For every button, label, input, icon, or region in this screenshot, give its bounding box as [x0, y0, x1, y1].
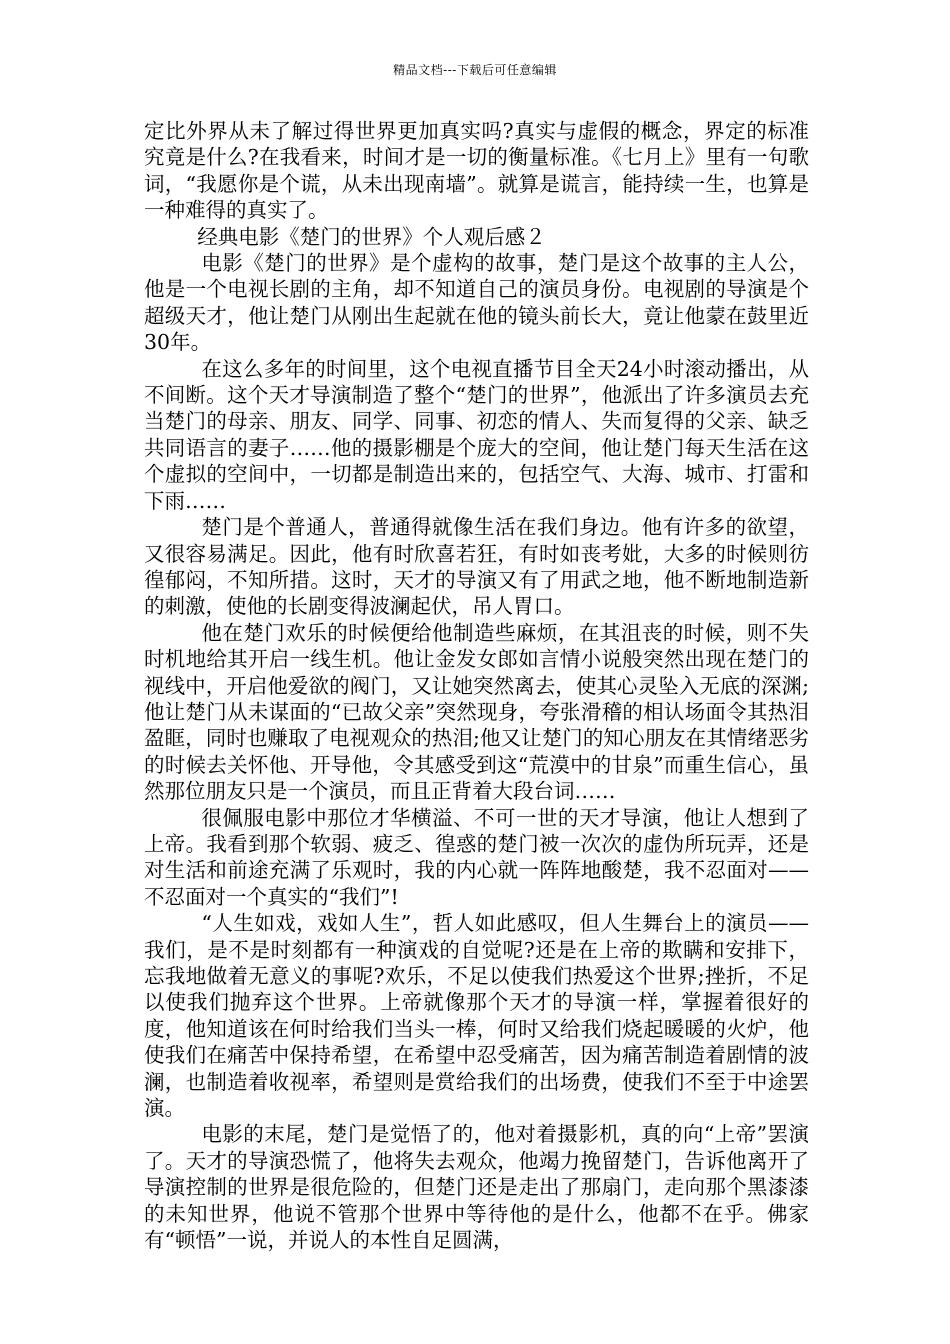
- paragraph: 电影《楚门的世界》是个虚构的故事，楚门是这个故事的主人公，他是一个电视长剧的主角，却不知道自己的演员身份。电视剧的导演是个超级天才，他让楚门从刚出生起就在他的镜头前长大，竟让他蒙在鼓里近30年。: [144, 251, 809, 355]
- paragraph-continuation: 定比外界从未了解过得世界更加真实吗?真实与虚假的概念，界定的标准究竟是什么?在我看来，时间才是一切的衡量标准。《七月上》里有一句歌词，“我愿你是个谎，从未出现南墙”。就算是谎言，能持续一生，也算是一种难得的真实了。: [144, 119, 809, 223]
- paragraph: “人生如戏，戏如人生”，哲人如此感叹，但人生舞台上的演员——我们，是不是时刻都有一种演戏的自觉呢?还是在上帝的欺瞒和安排下，忘我地做着无意义的事呢?欢乐，不足以使我们热爱这个世界;挫折，不足以使我们抛弃这个世界。上帝就像那个天才的导演一样，掌握着很好的度，他知道该在何时给我们当头一棒，何时又给我们烧起暖暖的火炉，他使我们在痛苦中保持希望，在希望中忍受痛苦，因为痛苦制造着剧情的波澜，也制造着收视率，希望则是赏给我们的出场费，使我们不至于中途罢演。: [144, 911, 809, 1121]
- paragraph: 他在楚门欢乐的时候便给他制造些麻烦，在其沮丧的时候，则不失时机地给其开启一线生机。他让金发女郎如言情小说般突然出现在楚门的视线中，开启他爱欲的阀门，又让她突然离去，使其心灵坠入无底的深渊;他让楚门从未谋面的“已故父亲”突然现身，夸张滑稽的相认场面令其热泪盈眶，同时也赚取了电视观众的热泪;他又让楚门的知心朋友在其情绪恶劣的时候去关怀他、开导他，令其感受到这“荒漠中的甘泉”而重生信心，虽然那位朋友只是一个演员，而且正背着大段台词……: [144, 620, 809, 804]
- article-body: [144, 118, 809, 1253]
- page-header: 精品文档---下载后可任意编辑: [393, 63, 557, 77]
- section-heading: 经典电影《楚门的世界》个人观后感２: [197, 224, 546, 249]
- paragraph: 很佩服电影中那位才华横溢、不可一世的天才导演，他让人想到了上帝。我看到那个软弱、疲乏、徨惑的楚门被一次次的虚伪所玩弄，还是对生活和前途充满了乐观时，我的内心就一阵阵地酸楚，我不忍面对——不忍面对一个真实的“我们”!: [144, 805, 809, 909]
- paragraph: 电影的末尾，楚门是觉悟了的，他对着摄影机，真的向“上帝”罢演了。天才的导演恐慌了，他将失去观众，他竭力挽留楚门，告诉他离开了导演控制的世界是很危险的，但楚门还是走出了那扇门，走向那个黑漆漆的未知世界，他说不管那个世界中等待他的是什么，他都不在乎。佛家有“顿悟”一说，并说人的本性自足圆满，: [144, 1122, 809, 1253]
- paragraph: 楚门是个普通人，普通得就像生活在我们身边。他有许多的欲望，又很容易满足。因此，他有时欣喜若狂，有时如丧考妣，大多的时候则彷徨郁闷，不知所措。这时，天才的导演又有了用武之地，他不断地制造新的刺激，使他的长剧变得波澜起伏，吊人胃口。: [144, 515, 809, 619]
- paragraph: 在这么多年的时间里，这个电视直播节目全天24小时滚动播出，从不间断。这个天才导演制造了整个“楚门的世界”，他派出了许多演员去充当楚门的母亲、朋友、同学、同事、初恋的情人、失而复得的父亲、缺乏共同语言的妻子……他的摄影棚是个庞大的空间，他让楚门每天生活在这个虚拟的空间中，一切都是制造出来的，包括空气、大海、城市、打雷和下雨……: [144, 356, 809, 513]
